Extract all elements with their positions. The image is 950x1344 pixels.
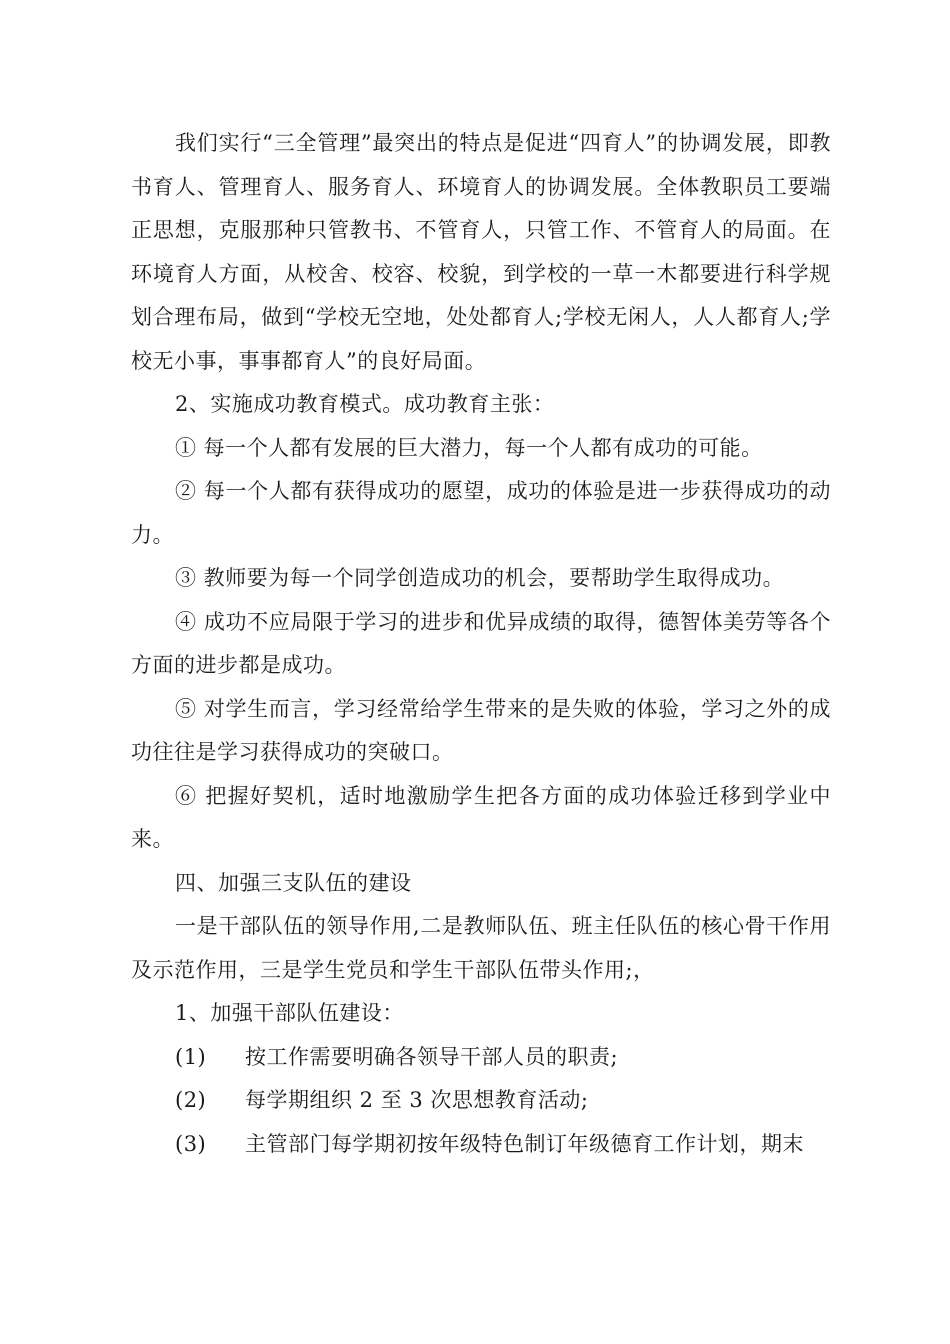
paragraph-point-2: ② 每一个人都有获得成功的愿望，成功的体验是进一步获得成功的动力。 bbox=[131, 479, 831, 547]
list-item bbox=[131, 1123, 831, 1167]
list-item-text: 按工作需要明确各领导干部人员的职责; bbox=[245, 1044, 619, 1069]
paragraph-point-4: ④ 成功不应局限于学习的进步和优异成绩的取得，德智体美劳等各个方面的进步都是成功。 bbox=[131, 609, 831, 677]
paragraph-three-full-management: 我们实行“三全管理”最突出的特点是促进“四育人”的协调发展，即教书育人、管理育人、服务育人、环境育人的协调发展。全体教职员工要端正思想，克服那种只管教书、不管育人，只管工作、不管育人的局面。在环境育人方面，从校舍、校容、校貌，到学校的一草一木都要进行科学规划合理布局，做到“学校无空地，处处都育人;学校无闲人，人人都育人;学校无小事，事事都育人”的良好局面。 bbox=[131, 131, 831, 373]
list-item bbox=[131, 1079, 831, 1123]
list-item-number: (3) bbox=[175, 1131, 207, 1156]
list-item-text: 每学期组织 2 至 3 次思想教育活动; bbox=[245, 1088, 589, 1112]
list-item bbox=[131, 1036, 831, 1080]
list-item-number: (2) bbox=[175, 1088, 207, 1112]
paragraph-three-teams: 一是干部队伍的领导作用,二是教师队伍、班主任队伍的核心骨干作用及示范作用，三是学生党员和学生干部队伍带头作用;， bbox=[131, 914, 831, 982]
paragraph-success-education-heading: 2、实施成功教育模式。成功教育主张： bbox=[175, 392, 555, 416]
section-heading-four: 四、加强三支队伍的建设 bbox=[175, 870, 412, 895]
paragraph-cadre-team-heading: 1、加强干部队伍建设： bbox=[175, 1001, 404, 1025]
paragraph-point-5: ⑤ 对学生而言，学习经常给学生带来的是失败的体验，学习之外的成功往往是学习获得成功的突破口。 bbox=[131, 696, 831, 764]
paragraph-point-6: ⑥ 把握好契机，适时地激励学生把各方面的成功体验迁移到学业中来。 bbox=[131, 783, 831, 851]
document-body bbox=[131, 122, 831, 1166]
list-item-number: (1) bbox=[175, 1044, 207, 1069]
list-item-text: 主管部门每学期初按年级特色制订年级德育工作计划，期末 bbox=[245, 1131, 804, 1156]
paragraph-point-3: ③ 教师要为每一个同学创造成功的机会，要帮助学生取得成功。 bbox=[175, 566, 785, 590]
paragraph-point-1: ① 每一个人都有发展的巨大潜力，每一个人都有成功的可能。 bbox=[175, 435, 763, 460]
